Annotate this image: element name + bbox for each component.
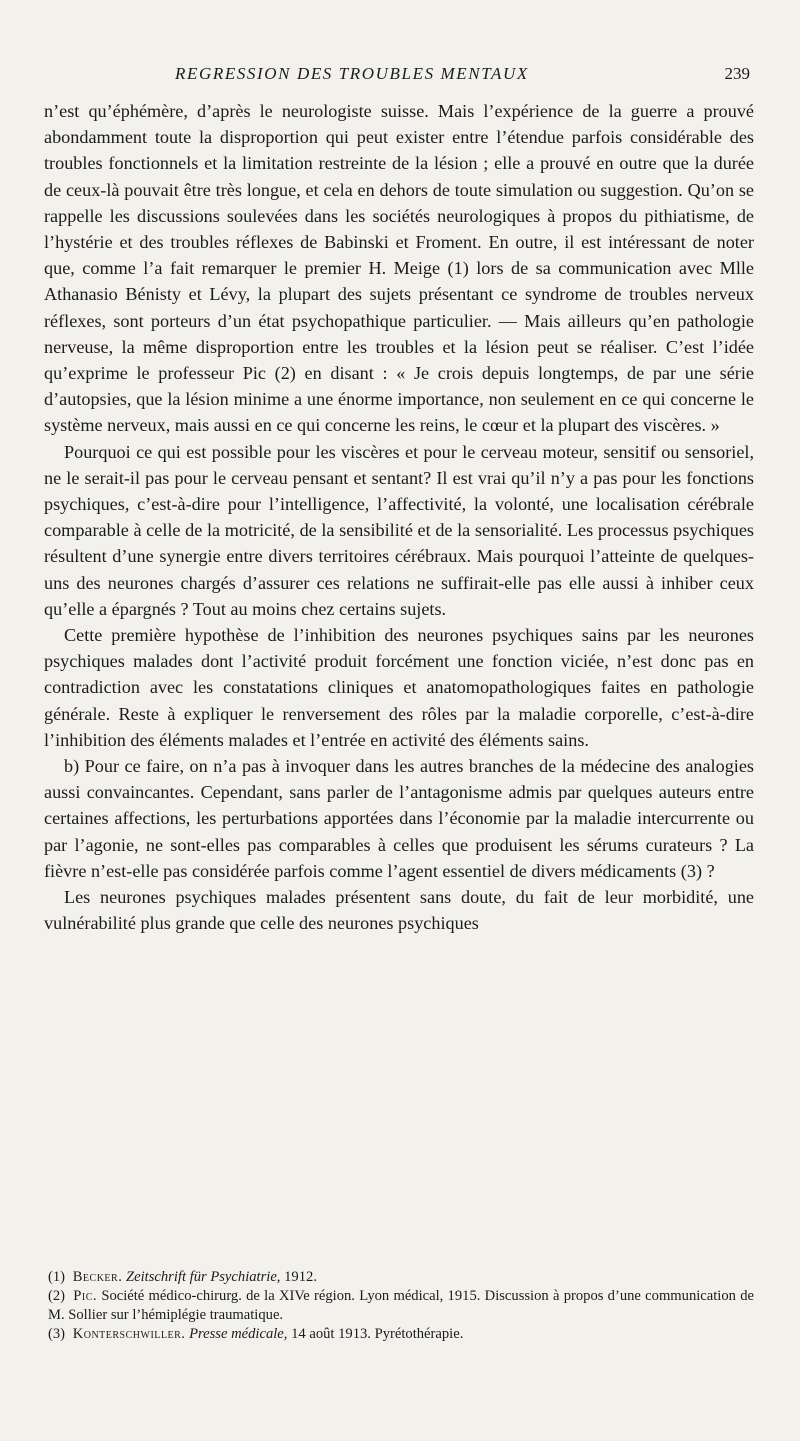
- running-head: [0, 64, 800, 88]
- footnote-rest: 14 août 1913. Pyrétothérapie.: [291, 1326, 464, 1342]
- paragraph: Pourquoi ce qui est possible pour les viscères et pour le cerveau moteur, sensitif ou sensoriel, ne le serait-il pas pour le cerveau pensant et sentant? Il est vrai qu’il n’y a pas pour les fonctions psychiques, c’est-à-dire pour l’intelligence, l’affectivité, la volonté, une localisation cérébrale comparable à celle de la motricité, de la sensibilité et de la sensorialité. Les processus psychiques résultent d’une synergie entre divers territoires cérébraux. Mais pourquoi l’atteinte de quelques-uns des neurones chargés d’assurer ces relations ne suffirait-elle pas elle aussi à inhiber ceux qu’elle a épargnés ? Tout au moins chez certains sujets.: [44, 441, 754, 619]
- footnotes: [48, 1268, 754, 1344]
- footnote-rest: 1912.: [284, 1269, 317, 1285]
- footnote: [48, 1287, 754, 1325]
- running-title: REGRESSION DES TROUBLES MENTAUX: [175, 64, 529, 83]
- footnote-author: Konterschwiller.: [72, 1326, 186, 1342]
- page-number: 239: [724, 64, 750, 83]
- paragraph: n’est qu’éphémère, d’après le neurologiste suisse. Mais l’expérience de la guerre a prouvé abondamment toute la disproportion qui peut exister entre l’étendue parfois considérable des troubles fonctionnels et la limitation restreinte de la lésion ; elle a prouvé en outre que la durée de ceux-là pouvait être très longue, et cela en dehors de toute simulation ou suggestion. Qu’on se rappelle les discussions soulevées dans les sociétés neurologiques à propos du pithiatisme, de l’hystérie et des troubles réflexes de Babinski et Froment. En outre, il est intéressant de noter que, comme l’a fait remarquer le premier H. Meige (1) lors de sa communication avec Mlle Athanasio Bénisty et Lévy, la plupart des sujets présentant ce syndrome de troubles nerveux réflexes, sont porteurs d’un état psychopathique particulier. — Mais ailleurs qu’en pathologie nerveuse, la même disproportion entre les troubles et la lésion peut se réaliser. C’est l’idée qu’exprime le professeur Pic (2) en disant : « Je crois depuis longtemps, de par une série d’autopsies, que la lésion minime a une énorme importance, non seulement en ce qui concerne le système nerveux, mais aussi en ce qui concerne les reins, le cœur et la plupart des viscères. »: [44, 101, 754, 436]
- footnote-title: Presse médicale,: [189, 1326, 288, 1342]
- body-text: [44, 98, 754, 937]
- footnote-number: (1): [48, 1269, 66, 1285]
- footnote: [48, 1268, 754, 1287]
- footnote-title: Zeitschrift für Psychiatrie,: [126, 1269, 281, 1285]
- paragraph: Cette première hypothèse de l’inhibition des neurones psychiques sains par les neurones psychiques malades dont l’activité produit forcément une fonction viciée, n’est donc pas en contradiction avec les constatations cliniques et anatomopathologiques faites en pathologie générale. Reste à expliquer le renversement des rôles par la maladie corporelle, c’est-à-dire l’inhibition des éléments malades et l’entrée en activité des éléments sains.: [44, 625, 754, 750]
- footnote-number: (2): [48, 1288, 66, 1304]
- footnote-author: Pic.: [73, 1288, 98, 1304]
- paragraph: Les neurones psychiques malades présentent sans doute, du fait de leur morbidité, une vulnérabilité plus grande que celle des neurones psychiques: [44, 887, 754, 934]
- footnote-author: Becker.: [72, 1269, 123, 1285]
- paragraph: b) Pour ce faire, on n’a pas à invoquer dans les autres branches de la médecine des analogies aussi convaincantes. Cependant, sans parler de l’antagonisme admis par quelques auteurs entre certaines affections, les perturbations apportées dans l’économie par la maladie intercurrente ou par l’agonie, ne sont-elles pas comparables à celles que produisent les sérums curateurs ? La fièvre n’est-elle pas considérée parfois comme l’agent essentiel de divers médicaments (3) ?: [44, 756, 754, 881]
- footnote-rest: Société médico-chirurg. de la XIVe région. Lyon médical, 1915. Discussion à propos d’une communication de M. Sollier sur l’hémiplégie traumatique.: [48, 1288, 754, 1323]
- footnote-number: (3): [48, 1326, 66, 1342]
- footnote: [48, 1325, 754, 1344]
